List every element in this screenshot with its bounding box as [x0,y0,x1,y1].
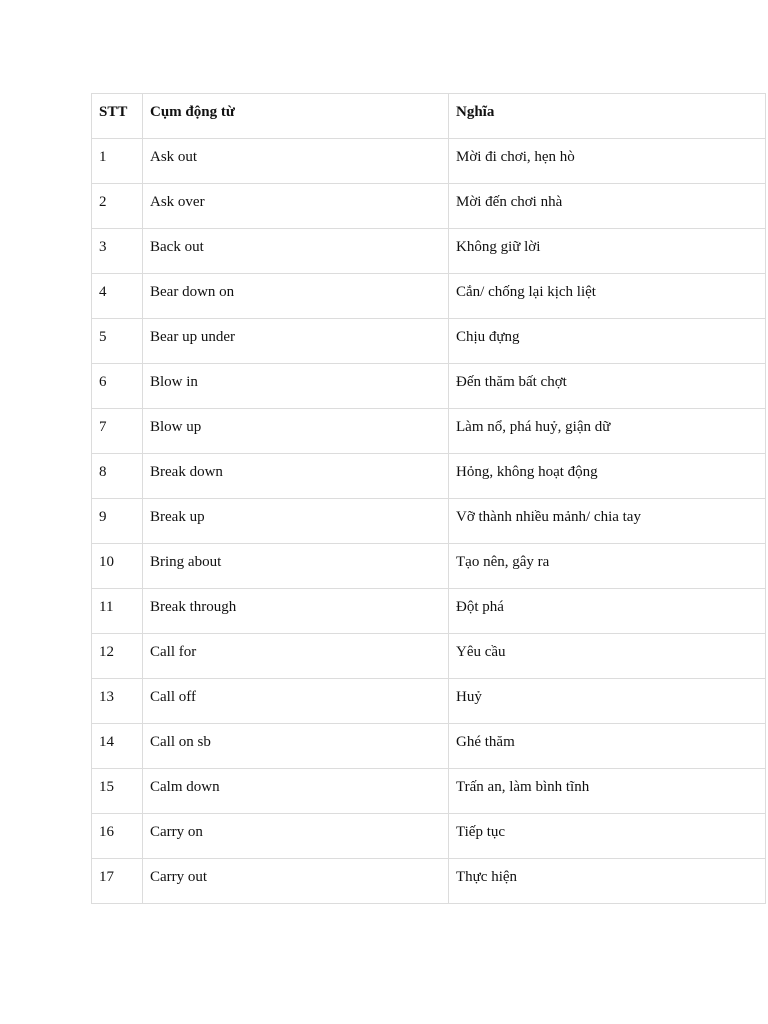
phrasal-verb-cell: Bear down on [143,274,449,319]
phrasal-verbs-table [91,93,766,904]
header-stt: STT [92,94,143,139]
table-row [92,229,766,274]
table-row [92,724,766,769]
phrasal-verb-cell: Call for [143,634,449,679]
meaning-cell: Vỡ thành nhiều mảnh/ chia tay [449,499,766,544]
row-number-cell: 10 [92,544,143,589]
meaning-cell: Đến thăm bất chợt [449,364,766,409]
meaning-cell: Tiếp tục [449,814,766,859]
row-number-cell: 7 [92,409,143,454]
phrasal-verb-cell: Call off [143,679,449,724]
row-number-cell: 9 [92,499,143,544]
phrasal-verb-cell: Blow in [143,364,449,409]
phrasal-verb-cell: Blow up [143,409,449,454]
row-number-cell: 14 [92,724,143,769]
row-number-cell: 11 [92,589,143,634]
meaning-cell: Cắn/ chống lại kịch liệt [449,274,766,319]
table-row [92,769,766,814]
phrasal-verb-cell: Bring about [143,544,449,589]
row-number-cell: 17 [92,859,143,904]
meaning-cell: Chịu đựng [449,319,766,364]
table-row [92,634,766,679]
phrasal-verb-cell: Back out [143,229,449,274]
header-meaning: Nghĩa [449,94,766,139]
table-row [92,139,766,184]
table-row [92,679,766,724]
table-row [92,319,766,364]
meaning-cell: Làm nổ, phá huỷ, giận dữ [449,409,766,454]
meaning-cell: Huỷ [449,679,766,724]
row-number-cell: 3 [92,229,143,274]
table-header-row [92,94,766,139]
phrasal-verb-cell: Carry out [143,859,449,904]
row-number-cell: 15 [92,769,143,814]
row-number-cell: 12 [92,634,143,679]
phrasal-verb-cell: Break down [143,454,449,499]
meaning-cell: Trấn an, làm bình tĩnh [449,769,766,814]
row-number-cell: 8 [92,454,143,499]
meaning-cell: Yêu cầu [449,634,766,679]
row-number-cell: 16 [92,814,143,859]
phrasal-verb-cell: Break through [143,589,449,634]
table-row [92,814,766,859]
meaning-cell: Mời đến chơi nhà [449,184,766,229]
table-row [92,499,766,544]
row-number-cell: 2 [92,184,143,229]
table-body [92,139,766,904]
phrasal-verb-cell: Break up [143,499,449,544]
row-number-cell: 1 [92,139,143,184]
phrasal-verb-cell: Call on sb [143,724,449,769]
row-number-cell: 5 [92,319,143,364]
table-row [92,409,766,454]
meaning-cell: Ghé thăm [449,724,766,769]
row-number-cell: 4 [92,274,143,319]
meaning-cell: Đột phá [449,589,766,634]
table-row [92,184,766,229]
table-row [92,544,766,589]
row-number-cell: 6 [92,364,143,409]
meaning-cell: Không giữ lời [449,229,766,274]
table-row [92,364,766,409]
phrasal-verb-cell: Bear up under [143,319,449,364]
phrasal-verb-cell: Ask over [143,184,449,229]
phrasal-verb-cell: Ask out [143,139,449,184]
table-header [92,94,766,139]
header-phrasal-verb: Cụm động từ [143,94,449,139]
table-row [92,274,766,319]
meaning-cell: Hỏng, không hoạt động [449,454,766,499]
meaning-cell: Thực hiện [449,859,766,904]
meaning-cell: Mời đi chơi, hẹn hò [449,139,766,184]
row-number-cell: 13 [92,679,143,724]
table-row [92,859,766,904]
meaning-cell: Tạo nên, gây ra [449,544,766,589]
phrasal-verb-cell: Calm down [143,769,449,814]
phrasal-verb-cell: Carry on [143,814,449,859]
table-row [92,589,766,634]
table-row [92,454,766,499]
